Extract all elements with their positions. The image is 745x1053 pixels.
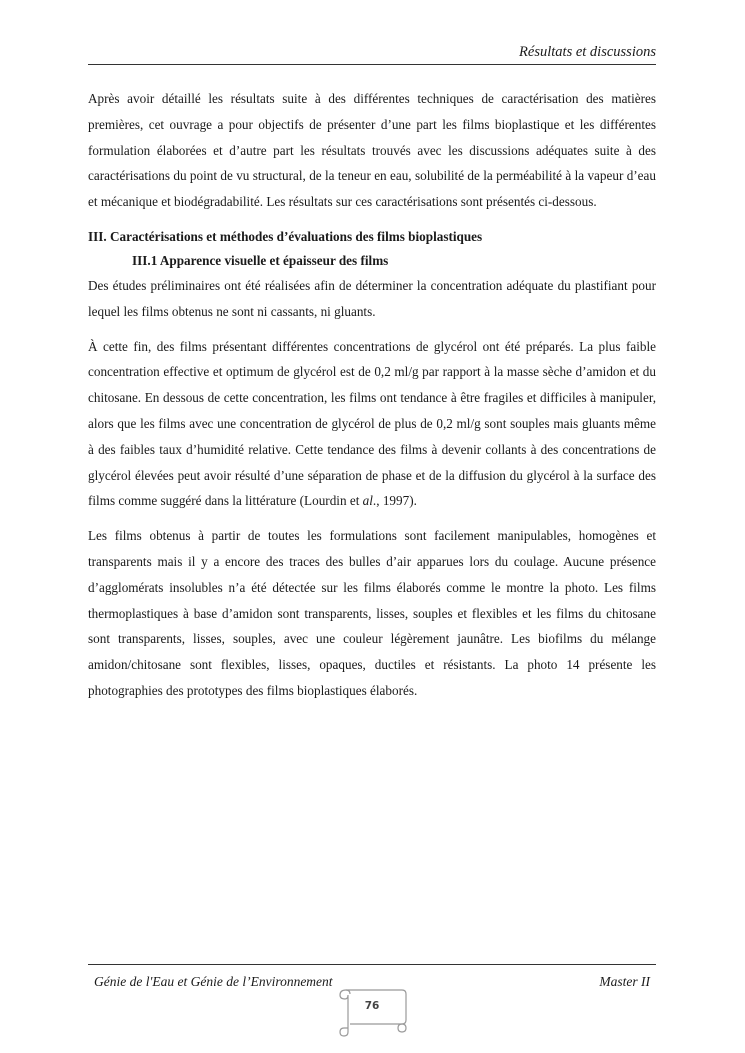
page-number: 76 xyxy=(364,1000,380,1012)
footer-right: Master II xyxy=(599,974,650,989)
paragraph-3: Les films obtenus à partir de toutes les formulations sont facilement manipulables, homogènes et transparents mais il y a encore des traces des bulles d’air apparues lors du coulage. Aucune présence d’agglomérats insolubles n’a été détectée sur les films élaborés comme le montre la photo. Les films thermoplastiques à base d’amidon sont transparents, lisses, souples et flexibles et les films du chitosane sont transparents, lisses, souples, avec une couleur légèrement jaunâtre. Les biofilms du mélange amidon/chitosane sont flexibles, lisses, opaques, ductiles et résistants. La photo 14 présente les photographies des prototypes des films bioplastiques élaborés. xyxy=(88,528,656,698)
paragraph-2-text: À cette fin, des films présentant différentes concentrations de glycérol ont été préparés. La plus faible concentration effective et optimum de glycérol est de 0,2 ml/g par rapport à la masse sèche d’amidon et du chitosane. En dessous de cette concentration, les films ont tendance à être fragiles et difficiles à manipuler, alors que les films avec une concentration de glycérol de plus de 0,2 ml/g sont souples mais gluants même à des faibles taux d’humidité relative. Cette tendance des films à devenir collants à des concentrations de glycérol élevées peut avoir résulté d’une séparation de phase et de la diffusion du glycérol à la surface des films comme suggéré dans la littérature (Lourdin et xyxy=(88,338,656,509)
header-title: Résultats et discussions xyxy=(519,44,656,60)
section-heading: III. Caractérisations et méthodes d’évaluations des films bioplastiques xyxy=(88,228,483,244)
paragraph-1: Des études préliminaires ont été réalisées afin de déterminer la concentration adéquate du plastifiant pour lequel les films obtenus ne sont ni cassants, ni gluants. xyxy=(88,277,656,319)
subsection-heading: III.1 Apparence visuelle et épaisseur des films xyxy=(132,252,389,268)
page-header xyxy=(88,44,656,65)
intro-paragraph: Après avoir détaillé les résultats suite à des différentes techniques de caractérisation des matières premières, cet ouvrage a pour objectifs de présenter d’une part les films bioplastique et les différentes formulation élaborées et d’autre part les résultats trouvés avec les discussions adéquates suite à des caractérisations du point de vu structural, de la teneur en eau, solubilité de la perméabilité à la vapeur d’eau et mécanique et biodégradabilité. Les résultats sur ces caractérisations sont présentés ci-dessous. xyxy=(88,91,656,210)
paragraph-2-italic: al xyxy=(362,493,373,509)
main-content xyxy=(88,86,656,713)
paragraph-2-end: ., 1997). xyxy=(372,493,417,509)
paragraph-2 xyxy=(88,334,656,515)
footer-left: Génie de l'Eau et Génie de l’Environnement xyxy=(94,974,333,989)
page-number-scroll xyxy=(336,982,408,1038)
page-footer xyxy=(88,964,656,989)
